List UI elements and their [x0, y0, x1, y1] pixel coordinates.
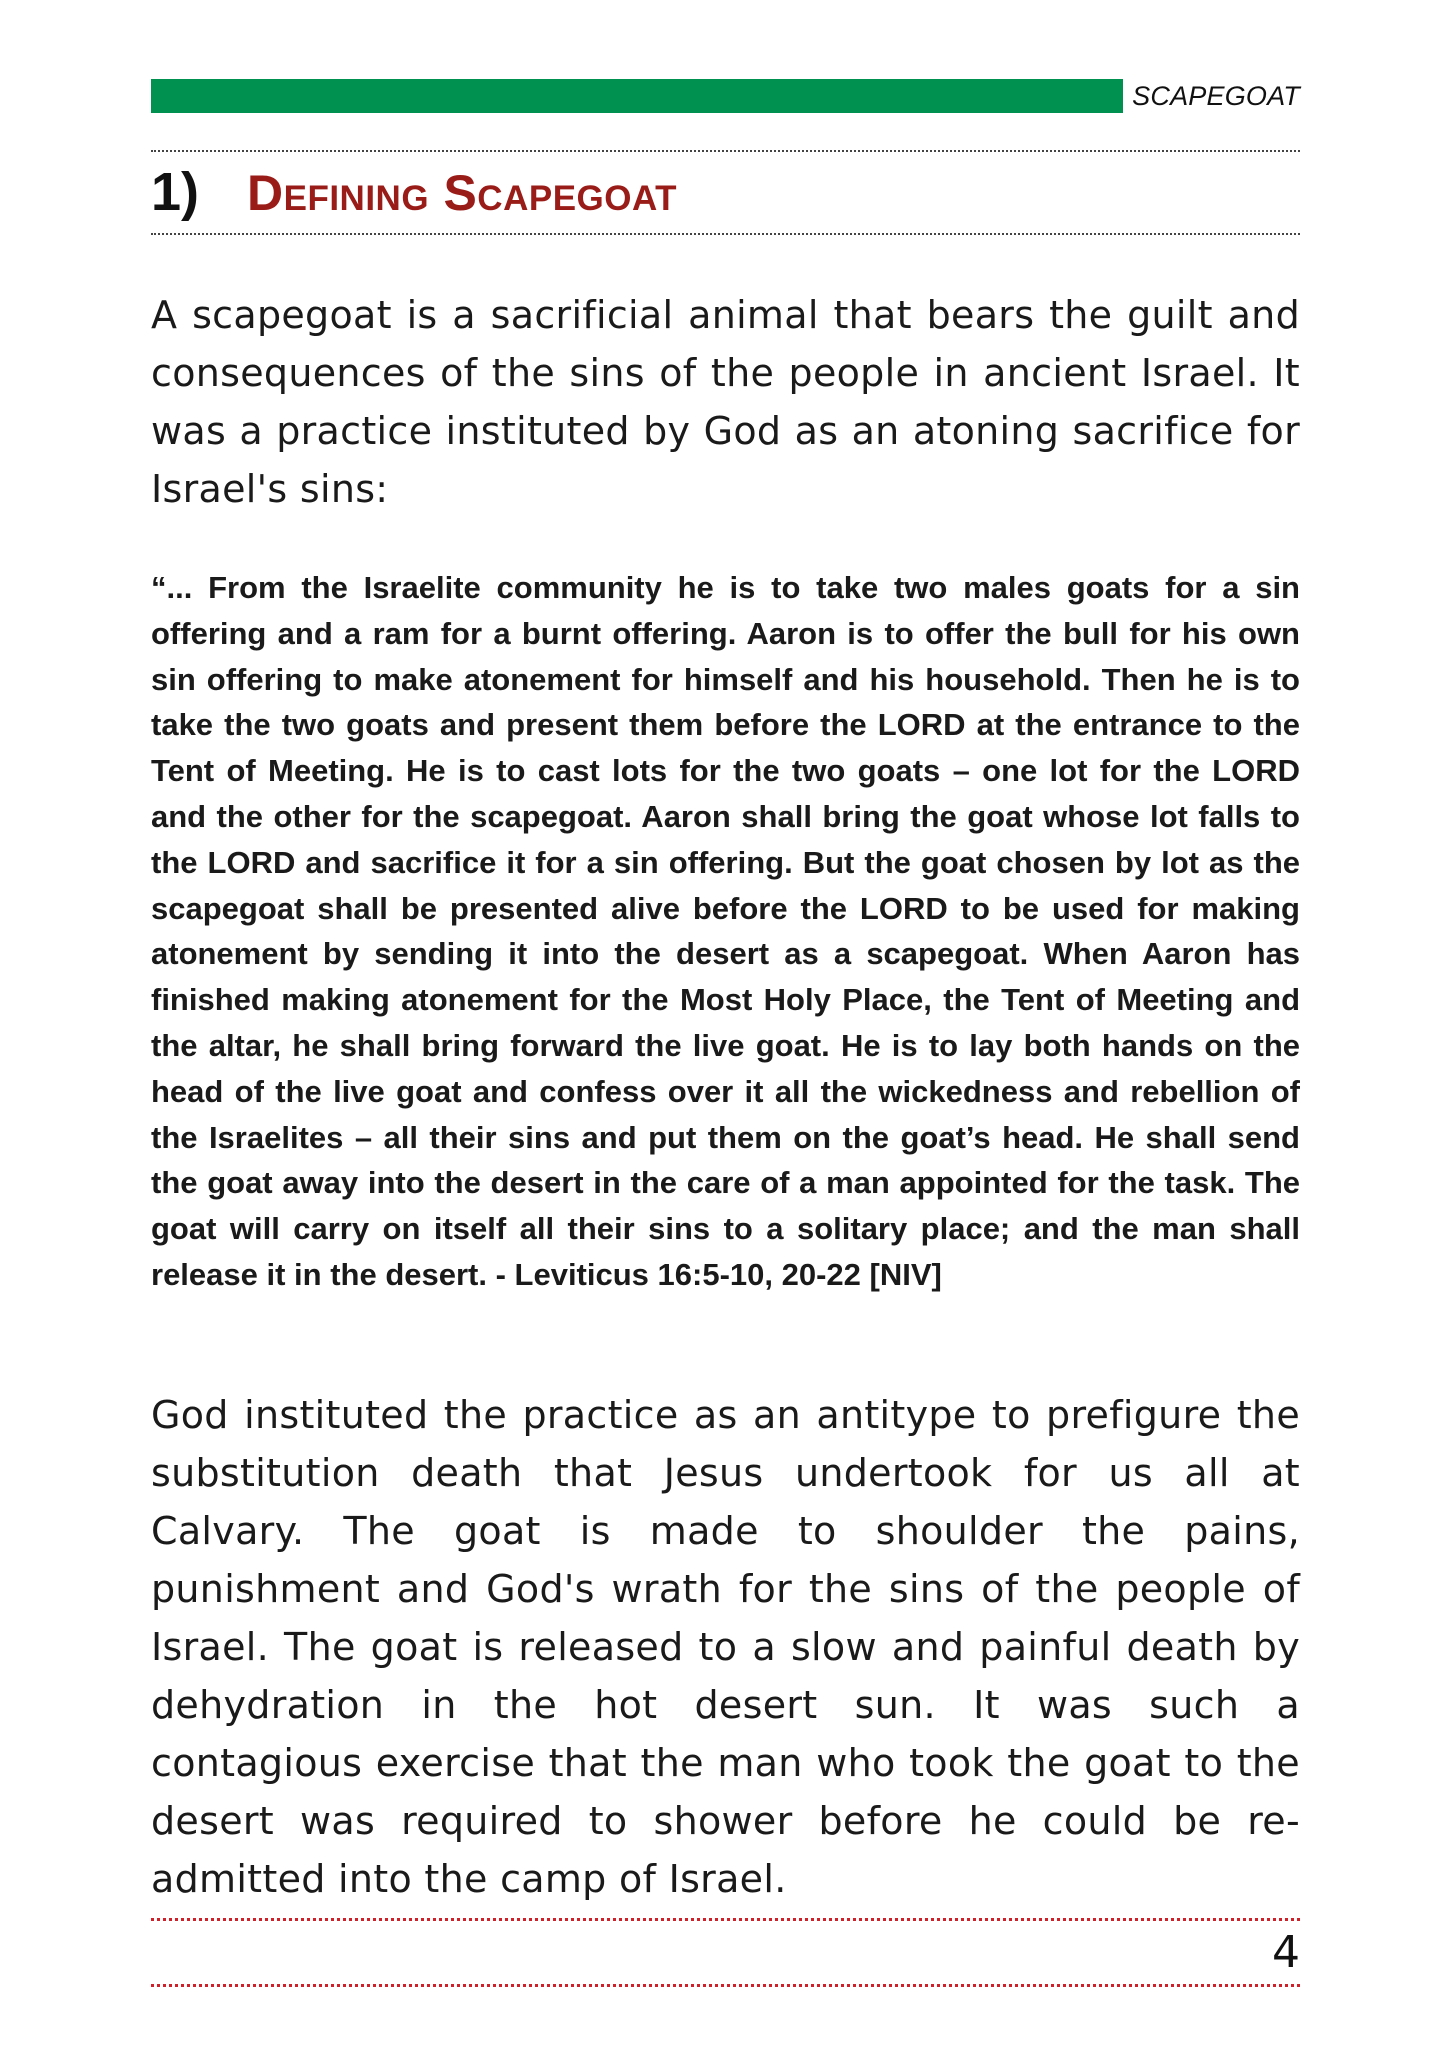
section-heading	[151, 157, 677, 227]
section-number: 1)	[151, 162, 200, 222]
heading-bottom-rule	[151, 233, 1300, 235]
scripture-quote: “... From the Israelite community he is to take two males goats for a sin offering and a ram for a burnt offering. Aaron is to offer the bull for his own sin offering to make atonement for himself and his household. Then he is to take the two goats and present them before the LORD at the entrance to the Tent of Meeting. He is to cast lots for the two goats – one lot for the LORD and the other for the scapegoat. Aaron shall bring the goat whose lot falls to the LORD and sacrifice it for a sin offering. But the goat chosen by lot as the scapegoat shall be presented alive before the LORD to be used for making atonement by sending it into the desert as a scapegoat. When Aaron has finished making atonement for the Most Holy Place, the Tent of Meeting and the altar, he shall bring forward the live goat. He is to lay both hands on the head of the live goat and confess over it all the wickedness and rebellion of the Israelites – all their sins and put them on the goat’s head. He shall send the goat away into the desert in the care of a man appointed for the task. The goat will carry on itself all their sins to a solitary place; and the man shall release it in the desert. - Leviticus 16:5-10, 20-22 [NIV]	[151, 570, 1300, 1292]
footer-bottom-rule	[151, 1984, 1300, 1987]
header-bar	[151, 79, 1123, 113]
heading-top-rule	[151, 150, 1300, 152]
closing-paragraph: God instituted the practice as an antitype to prefigure the substitution death that Jesus undertook for us all at Calvary. The goat is made to shoulder the pains, punishment and God's wrath for the sins of the people of Israel. The goat is released to a slow and painful death by dehydration in the hot desert sun. It was such a contagious exercise that the man who took the goat to the desert was required to shower before he could be re-admitted into the camp of Israel.	[151, 1393, 1300, 1901]
running-header-title: SCAPEGOAT	[1132, 81, 1300, 111]
footer-top-rule	[151, 1918, 1300, 1921]
section-title: Defining Scapegoat	[247, 165, 678, 221]
page-number: 4	[1272, 1927, 1300, 1978]
intro-paragraph: A scapegoat is a sacrificial animal that bears the guilt and consequences of the sins of the people in ancient Israel. It was a practice instituted by God as an atoning sacrifice for Israel's sins:	[151, 293, 1300, 511]
